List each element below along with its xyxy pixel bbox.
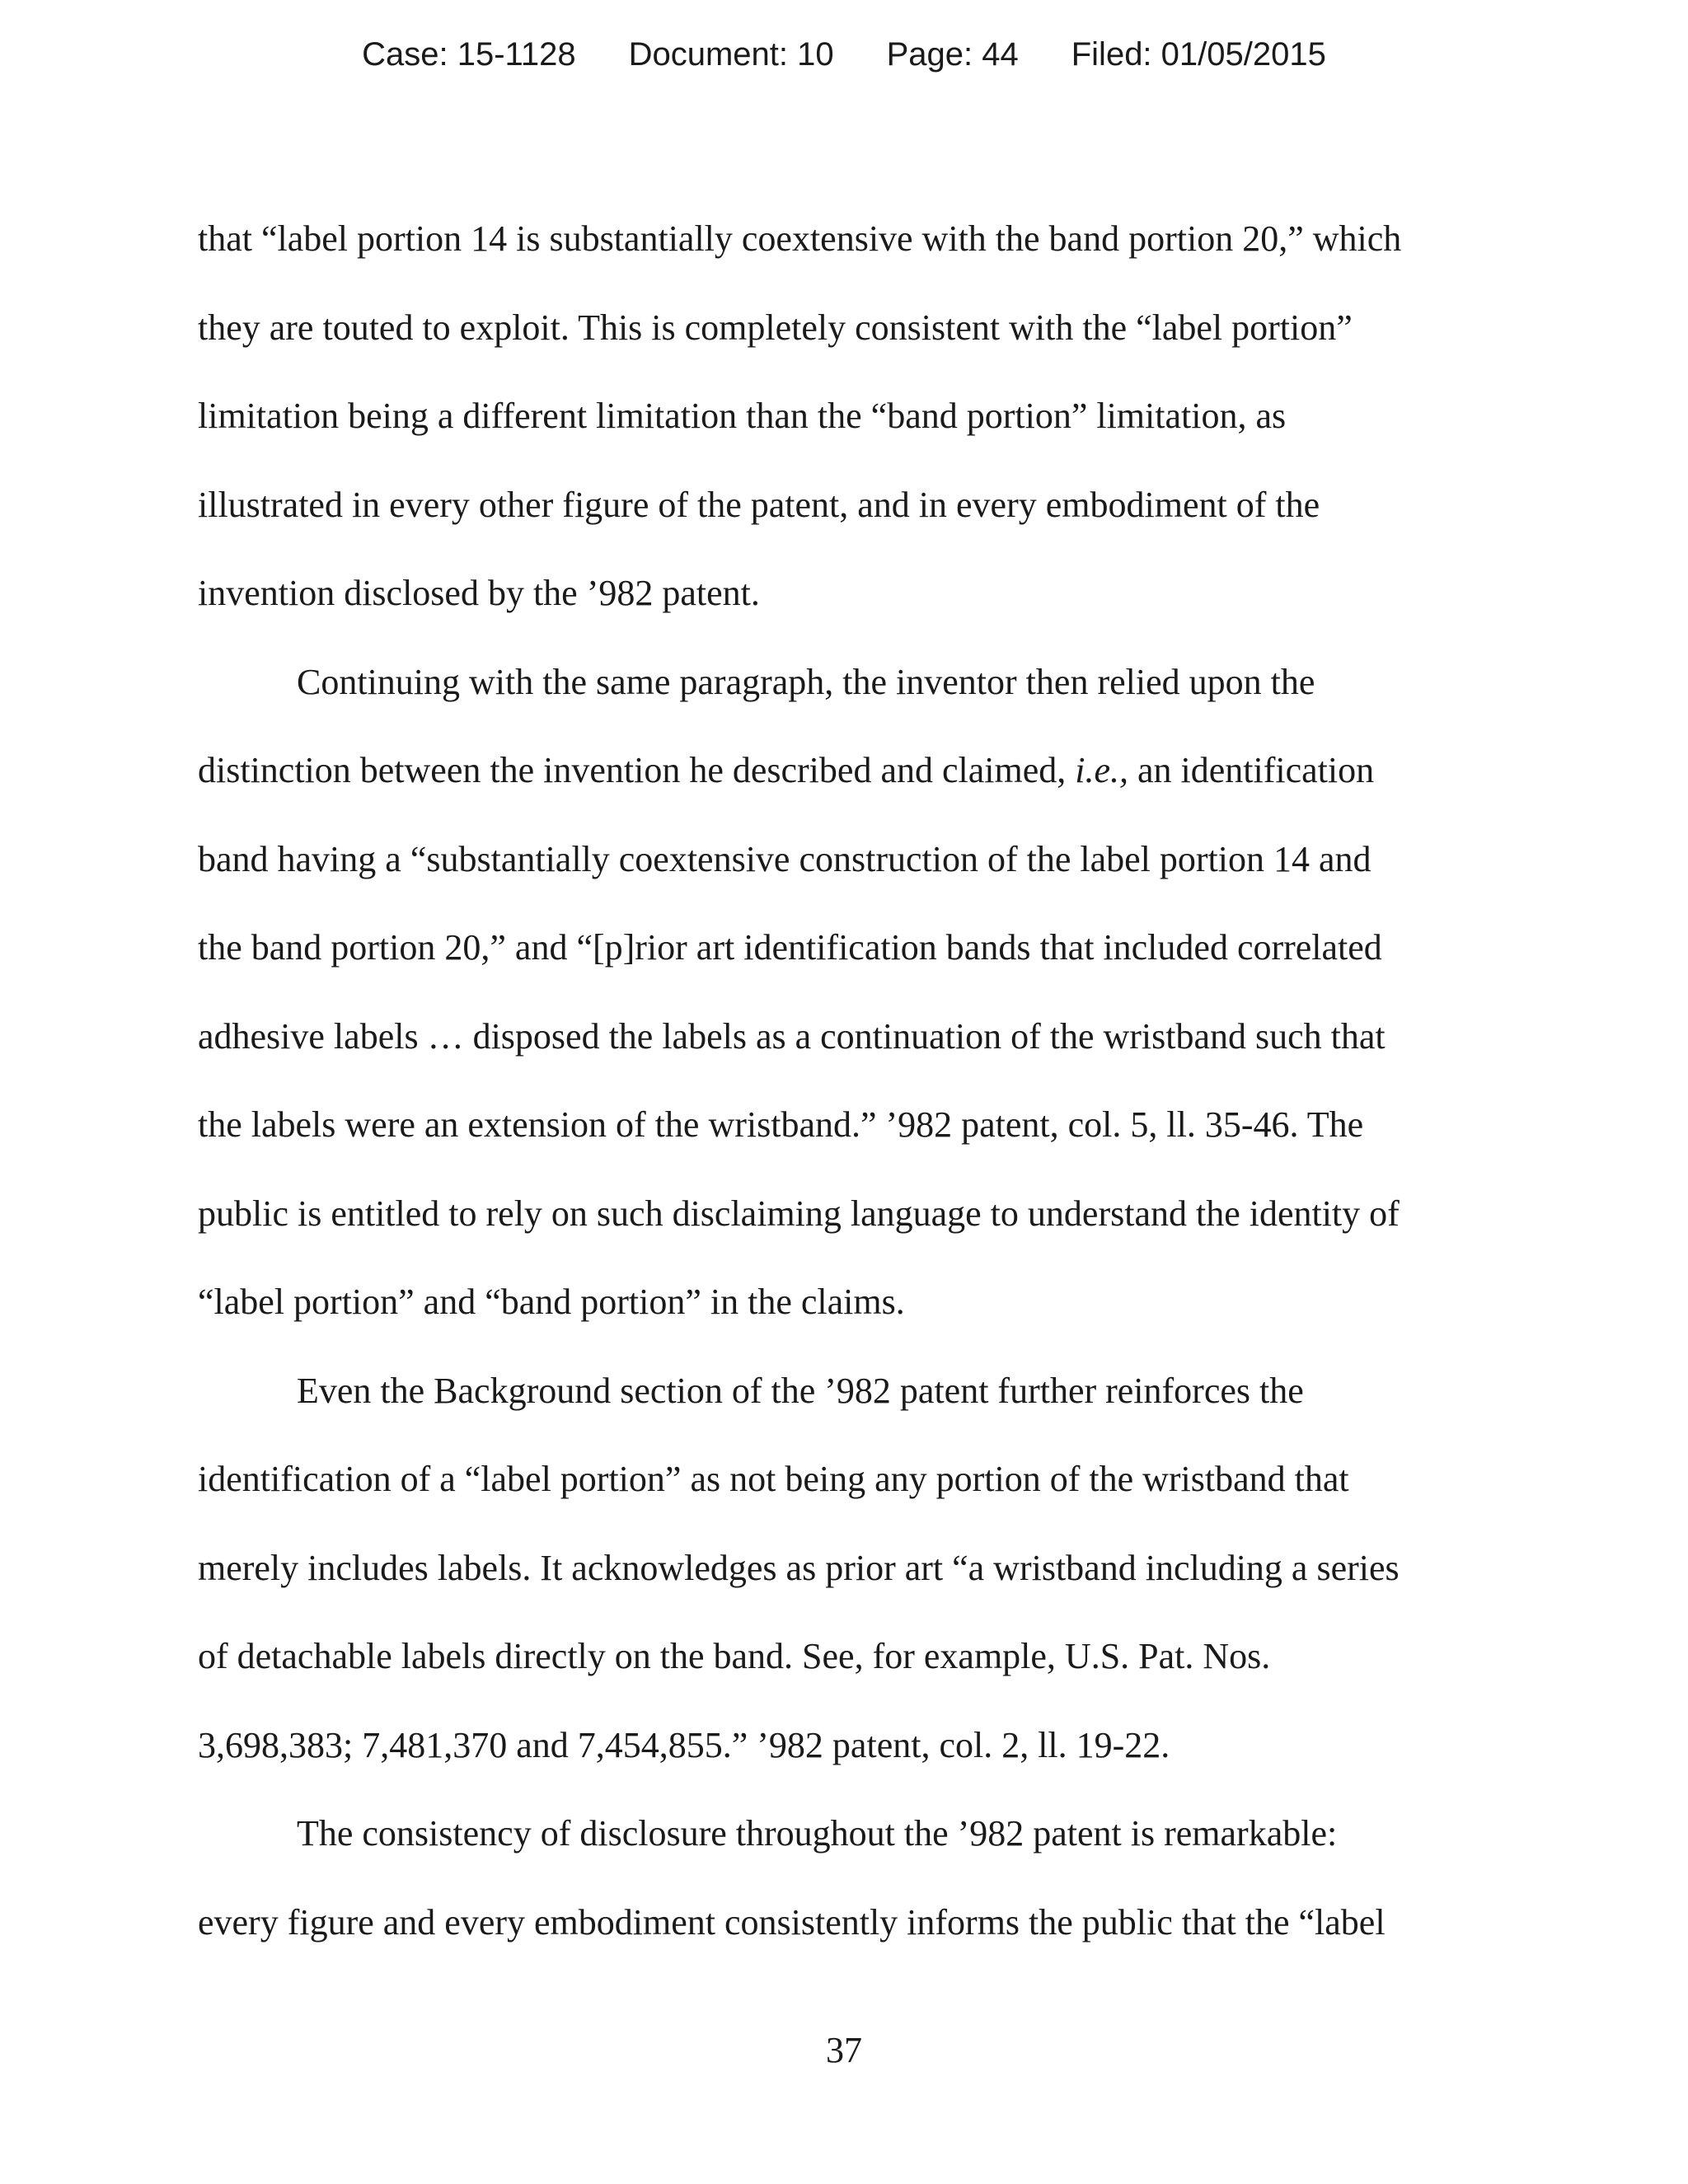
- document-number: Document: 10: [628, 36, 834, 73]
- text-line: public is entitled to rely on such disclaiming language to understand the identity of: [198, 1193, 1400, 1234]
- text-line: every figure and every embodiment consistently informs the public that the “label: [198, 1901, 1386, 1943]
- body-text: [198, 194, 1500, 1966]
- text-line: identification of a “label portion” as not being any portion of the wristband that: [198, 1459, 1349, 1499]
- case-number: Case: 15-1128: [362, 36, 576, 73]
- text-line: Even the Background section of the ’982 patent further reinforces the: [297, 1370, 1304, 1411]
- text-line: merely includes labels. It acknowledges as prior art “a wristband including a series: [198, 1547, 1400, 1588]
- text-line: invention disclosed by the ’982 patent.: [198, 573, 760, 613]
- text-line: the labels were an extension of the wristband.” ’982 patent, col. 5, ll. 35-46. The: [198, 1104, 1364, 1145]
- text-segment: distinction between the invention he described and claimed,: [198, 750, 1067, 790]
- text-segment: an identification: [1137, 750, 1375, 790]
- text-line: the band portion 20,” and “[p]rior art identification bands that included correlated: [198, 927, 1382, 968]
- text-line: The consistency of disclosure throughout the ’982 patent is remarkable:: [297, 1813, 1338, 1854]
- text-line: 3,698,383; 7,481,370 and 7,454,855.” ’982 patent, col. 2, ll. 19-22.: [198, 1724, 1170, 1765]
- text-line: Continuing with the same paragraph, the inventor then relied upon the: [297, 661, 1315, 702]
- text-line: of detachable labels directly on the band. See, for example, U.S. Pat. Nos.: [198, 1636, 1271, 1676]
- text-line: limitation being a different limitation than the “band portion” limitation, as: [198, 396, 1287, 436]
- text-line: band having a “substantially coextensive construction of the label portion 14 and: [198, 838, 1372, 879]
- text-line: they are touted to exploit. This is completely consistent with the “label portion”: [198, 307, 1353, 348]
- text-line: that “label portion 14 is substantially coextensive with the band portion 20,” which: [198, 218, 1402, 259]
- italic-abbreviation: i.e.,: [1075, 750, 1128, 790]
- page-label: Page: 44: [886, 36, 1019, 73]
- text-line: illustrated in every other figure of the patent, and in every embodiment of the: [198, 484, 1320, 525]
- page-number: 37: [826, 2030, 862, 2070]
- case-header: [0, 36, 1688, 73]
- text-line-with-italic: [198, 726, 1500, 815]
- filed-date: Filed: 01/05/2015: [1071, 36, 1326, 73]
- text-line: adhesive labels … disposed the labels as a continuation of the wristband such that: [198, 1015, 1386, 1057]
- text-line: “label portion” and “band portion” in the claims.: [198, 1282, 905, 1322]
